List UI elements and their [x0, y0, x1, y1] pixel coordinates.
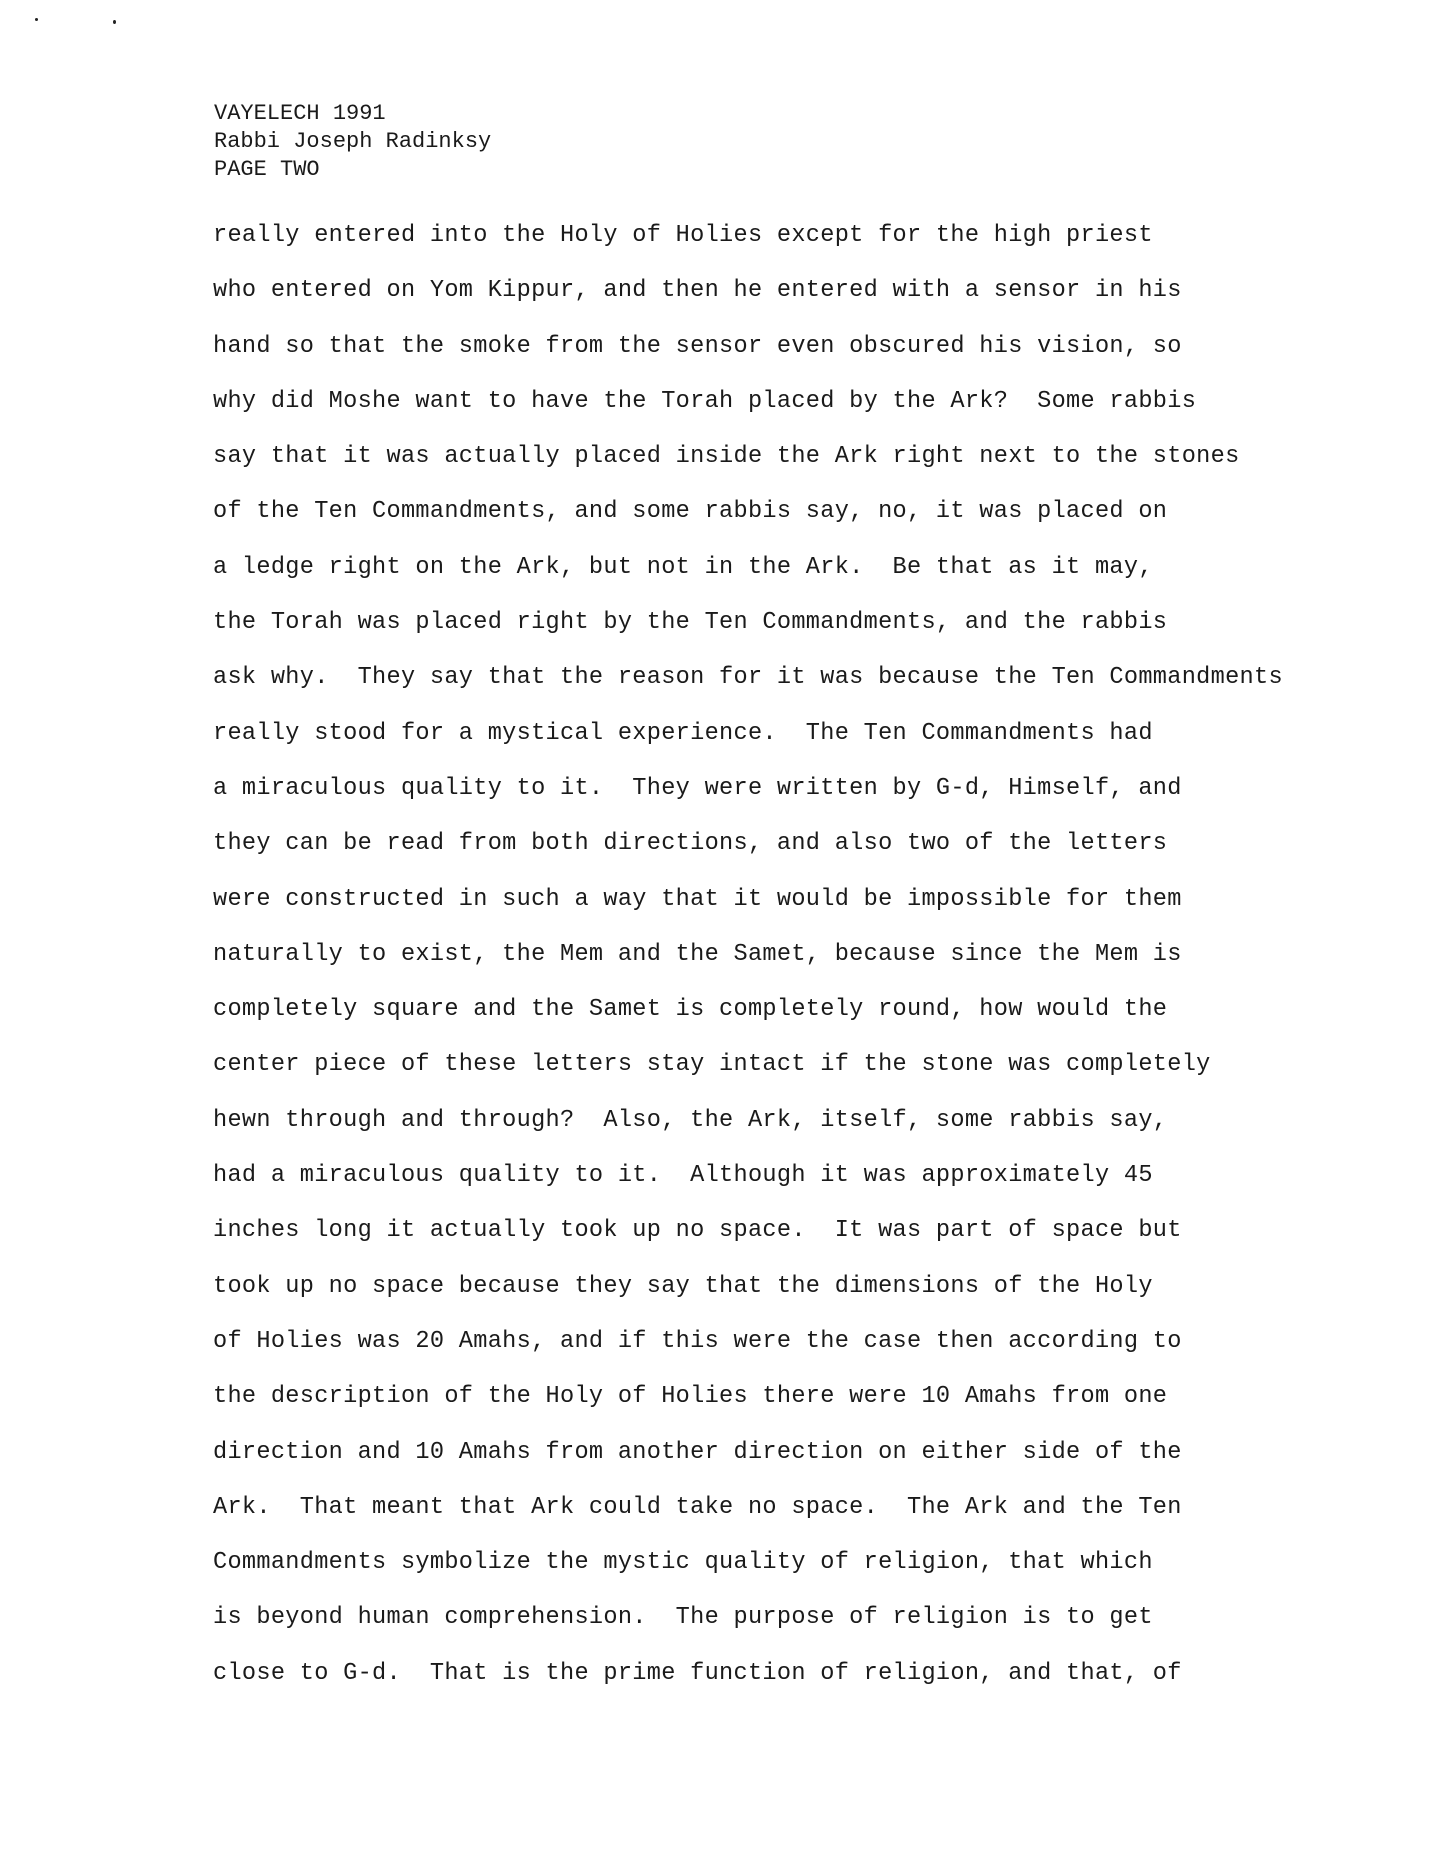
text-line: had a miraculous quality to it. Although it was approximately 45 — [213, 1162, 1153, 1190]
text-line: they can be read from both directions, and also two of the letters — [213, 830, 1168, 858]
text-line: were constructed in such a way that it would be impossible for them — [213, 885, 1182, 913]
page-label: PAGE TWO — [214, 157, 320, 182]
document-title: VAYELECH 1991 — [214, 101, 386, 126]
text-line: took up no space because they say that the dimensions of the Holy — [213, 1272, 1153, 1300]
text-line: why did Moshe want to have the Torah placed by the Ark? Some rabbis — [213, 387, 1197, 415]
text-line: really stood for a mystical experience. The Ten Commandments had — [213, 719, 1153, 747]
text-line: really entered into the Holy of Holies except for the high priest — [213, 222, 1153, 249]
document-header — [214, 100, 491, 184]
text-line: inches long it actually took up no space. It was part of space but — [213, 1217, 1182, 1245]
text-line: center piece of these letters stay intact if the stone was completely — [213, 1051, 1211, 1079]
text-line: ask why. They say that the reason for it was because the Ten Commandments — [213, 664, 1283, 692]
text-line: naturally to exist, the Mem and the Samet, because since the Mem is — [213, 940, 1182, 968]
text-line: direction and 10 Amahs from another direction on either side of the — [213, 1438, 1182, 1466]
text-line: of Holies was 20 Amahs, and if this were the case then according to — [213, 1327, 1182, 1355]
text-line: completely square and the Samet is completely round, how would the — [213, 996, 1168, 1024]
text-line: the Torah was placed right by the Ten Commandments, and the rabbis — [213, 609, 1168, 637]
document-body — [213, 208, 1283, 1701]
text-line: close to G-d. That is the prime function of religion, and that, of — [213, 1659, 1182, 1687]
text-line: Commandments symbolize the mystic quality of religion, that which — [213, 1549, 1153, 1577]
text-line: hewn through and through? Also, the Ark, itself, some rabbis say, — [213, 1106, 1168, 1134]
text-line: who entered on Yom Kippur, and then he entered with a sensor in his — [213, 277, 1182, 305]
scan-speck — [35, 18, 38, 21]
scan-speck — [113, 20, 116, 24]
text-line: a ledge right on the Ark, but not in the Ark. Be that as it may, — [213, 553, 1153, 581]
text-line: hand so that the smoke from the sensor even obscured his vision, so — [213, 332, 1182, 360]
text-line: a miraculous quality to it. They were written by G-d, Himself, and — [213, 774, 1182, 802]
document-author: Rabbi Joseph Radinksy — [214, 129, 492, 154]
text-line: of the Ten Commandments, and some rabbis say, no, it was placed on — [213, 498, 1168, 526]
text-line: the description of the Holy of Holies there were 10 Amahs from one — [213, 1383, 1168, 1411]
text-line: Ark. That meant that Ark could take no space. The Ark and the Ten — [213, 1493, 1182, 1521]
text-line: is beyond human comprehension. The purpose of religion is to get — [213, 1604, 1153, 1632]
text-line: say that it was actually placed inside the Ark right next to the stones — [213, 443, 1240, 471]
